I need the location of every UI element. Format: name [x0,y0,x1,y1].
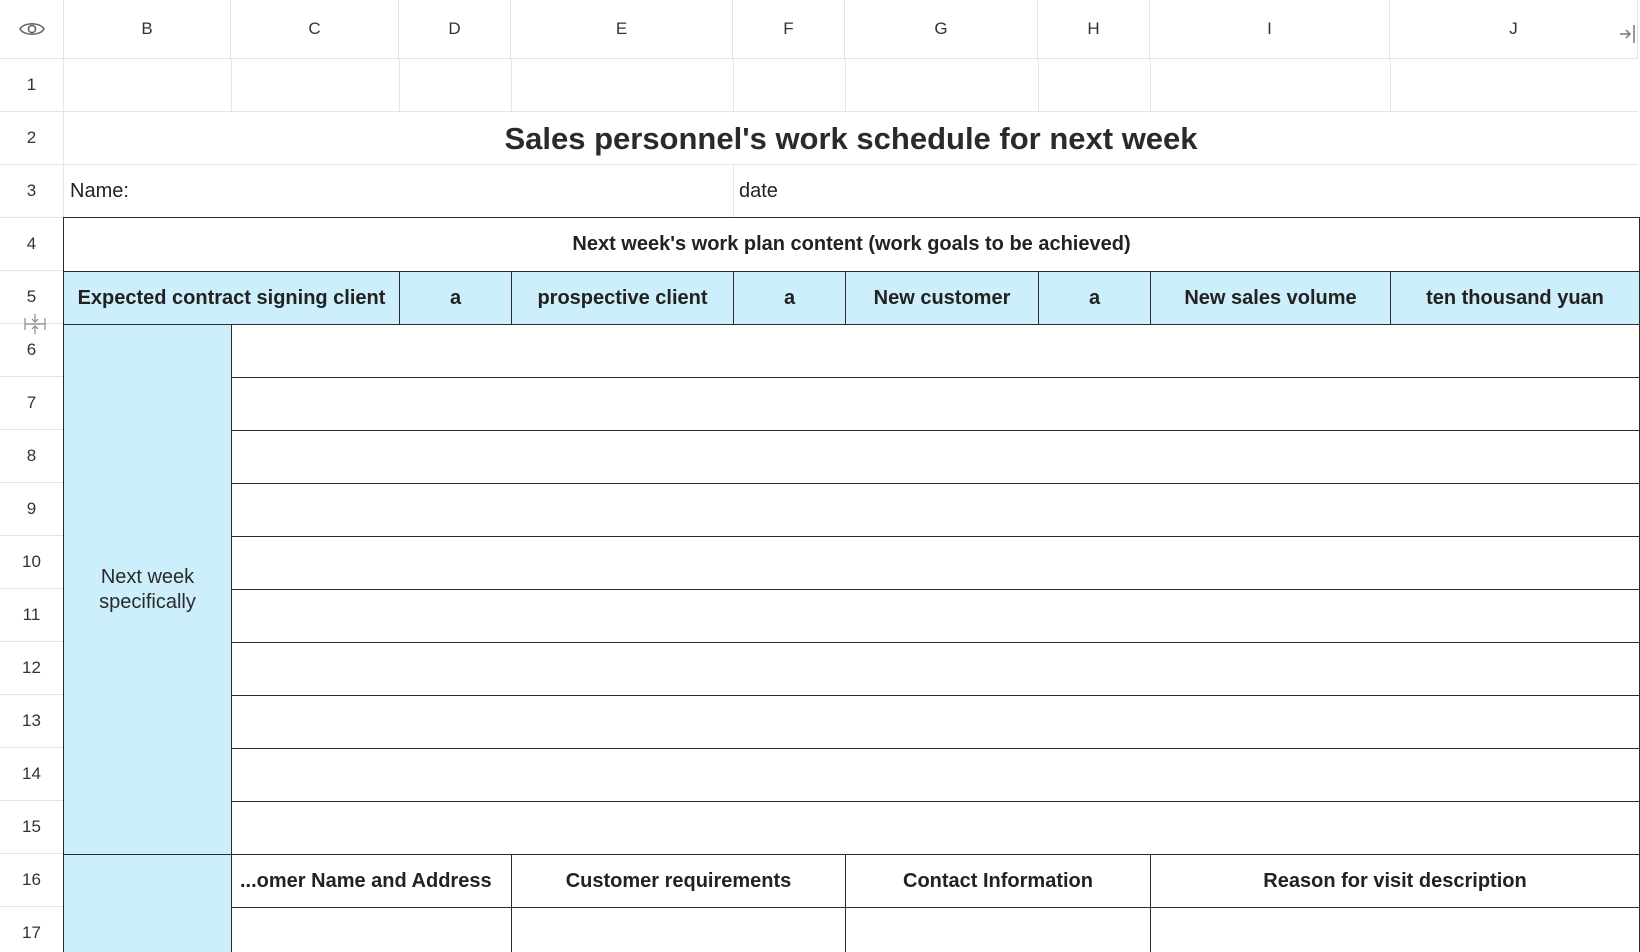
plan-row-7[interactable] [231,377,1640,431]
plan-row-12[interactable] [231,642,1640,696]
column-header-h[interactable]: H [1038,0,1150,59]
gridline [733,59,734,112]
row-header-4[interactable]: 4 [0,218,64,271]
date-label-cell[interactable]: date [739,180,778,202]
gridline [231,59,232,112]
new-customer-unit[interactable]: a [1038,271,1151,325]
plan-row-13[interactable] [231,695,1640,749]
plan-row-15[interactable] [231,801,1640,855]
expected-clients-unit[interactable]: a [399,271,512,325]
column-header-d[interactable]: D [399,0,511,59]
row-header-7[interactable]: 7 [0,377,64,430]
next-week-specifically-label: Next week specifically [99,566,196,613]
row-header-1[interactable]: 1 [0,59,64,112]
new-sales-volume-unit[interactable]: ten thousand yuan [1390,271,1640,325]
visit-side-cell[interactable] [63,854,232,952]
name-label-cell[interactable]: Name: [70,180,129,202]
row-header-12[interactable]: 12 [0,642,64,695]
gridline [1150,59,1151,112]
row-17-reason-cell[interactable] [1150,907,1640,952]
gridline [399,59,400,112]
row-17-contact-cell[interactable] [845,907,1151,952]
row-resize-icon[interactable] [22,312,48,336]
contact-information-header[interactable]: Contact Information [845,854,1151,908]
next-week-specifically-cell[interactable] [63,324,232,856]
gridline [845,59,846,112]
row-17-name-cell[interactable] [231,907,512,952]
view-toggle-corner[interactable] [0,0,64,59]
visit-reason-header[interactable]: Reason for visit description [1150,854,1640,908]
gridline [1038,59,1039,112]
gridline [511,59,512,112]
row-header-3[interactable]: 3 [0,165,64,218]
plan-row-10[interactable] [231,536,1640,590]
column-header-e[interactable]: E [511,0,733,59]
row-header-6[interactable]: 6 [0,324,64,377]
new-sales-volume-label[interactable]: New sales volume [1150,271,1391,325]
row-header-11[interactable]: 11 [0,589,64,642]
customer-requirements-header[interactable]: Customer requirements [511,854,846,908]
row-header-2[interactable]: 2 [0,112,64,165]
row-header-17[interactable]: 17 [0,907,64,952]
sheet-title[interactable]: Sales personnel's work schedule for next week [504,120,1198,156]
column-header-j[interactable]: J [1390,0,1638,59]
gridline [1390,59,1391,112]
column-header-f[interactable]: F [733,0,845,59]
plan-row-11[interactable] [231,589,1640,643]
row-header-13[interactable]: 13 [0,695,64,748]
row-header-16[interactable]: 16 [0,854,64,907]
row-header-10[interactable]: 10 [0,536,64,589]
column-header-i[interactable]: I [1150,0,1390,59]
row-header-8[interactable]: 8 [0,430,64,483]
plan-row-8[interactable] [231,430,1640,484]
expected-clients-label[interactable]: Expected contract signing client [63,271,400,325]
row-header-9[interactable]: 9 [0,483,64,536]
prospective-client-unit[interactable]: a [733,271,846,325]
new-customer-label[interactable]: New customer [845,271,1039,325]
column-header-c[interactable]: C [231,0,399,59]
row-header-14[interactable]: 14 [0,748,64,801]
prospective-client-label[interactable]: prospective client [511,271,734,325]
plan-header-cell[interactable]: Next week's work plan content (work goals to be achieved) [63,217,1640,272]
plan-row-14[interactable] [231,748,1640,802]
collapse-panel-icon[interactable] [1618,22,1636,46]
row-header-15[interactable]: 15 [0,801,64,854]
row-17-requirements-cell[interactable] [511,907,846,952]
column-header-b[interactable]: B [64,0,231,59]
plan-row-6[interactable] [231,324,1640,378]
customer-name-address-header[interactable]: ...omer Name and Address [231,854,512,908]
eye-icon[interactable] [19,20,45,38]
row-header-5[interactable]: 5 [0,271,64,324]
column-header-g[interactable]: G [845,0,1038,59]
plan-row-9[interactable] [231,483,1640,537]
